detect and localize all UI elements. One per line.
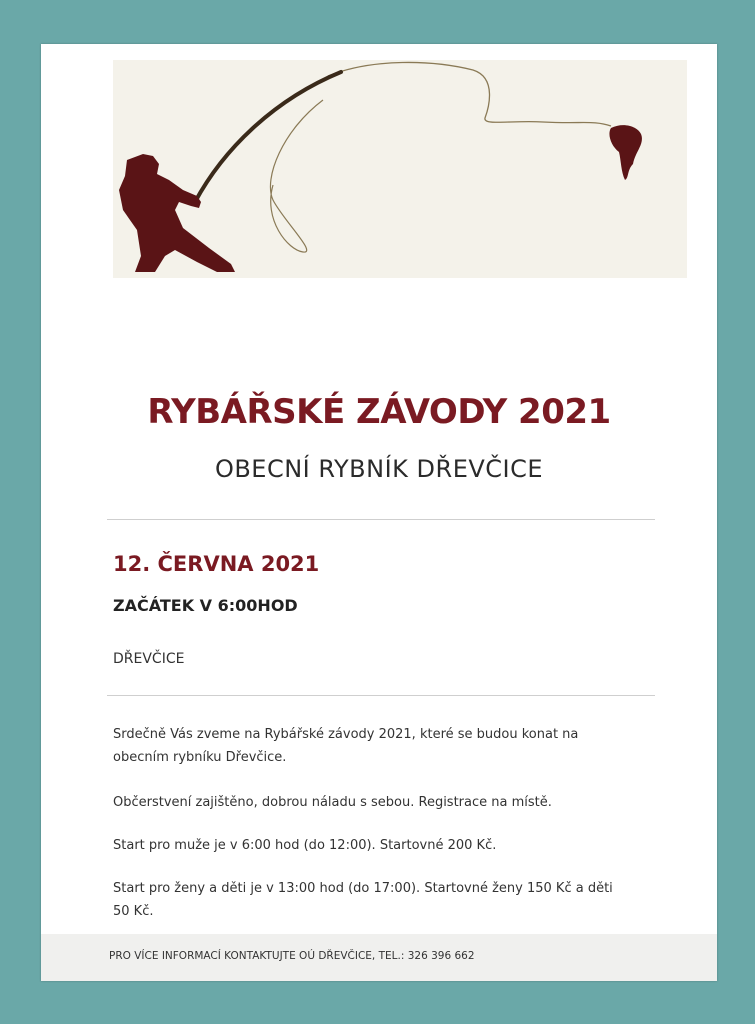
event-place: DŘEVČICE bbox=[113, 651, 185, 667]
contact-info: PRO VÍCE INFORMACÍ KONTAKTUJTE OÚ DŘEVČICE, TEL.: 326 396 662 bbox=[109, 950, 475, 962]
event-date: 12. ČERVNA 2021 bbox=[113, 552, 320, 576]
poster-sheet bbox=[41, 44, 717, 981]
description-paragraph-women-children-start: Start pro ženy a děti je v 13:00 hod (do 17:00). Startovné ženy 150 Kč a děti 50 Kč. bbox=[113, 881, 613, 919]
divider-top bbox=[107, 519, 655, 520]
description-paragraph-refreshments: Občerstvení zajištěno, dobrou náladu s sebou. Registrace na místě. bbox=[113, 795, 552, 810]
event-title: RYBÁŘSKÉ ZÁVODY 2021 bbox=[147, 392, 611, 432]
fisherman-illustration bbox=[113, 60, 687, 278]
event-start-time: ZAČÁTEK V 6:00HOD bbox=[113, 596, 298, 615]
description-paragraph-invite: Srdečně Vás zveme na Rybářské závody 2021, které se budou konat na obecním rybníku Dřevčice. bbox=[113, 727, 579, 765]
contact-footer bbox=[41, 934, 717, 981]
fisherman-silhouette-icon bbox=[113, 60, 687, 278]
description-paragraph-men-start: Start pro muže je v 6:00 hod (do 12:00). Startovné 200 Kč. bbox=[113, 838, 497, 853]
event-subtitle: OBECNÍ RYBNÍK DŘEVČICE bbox=[214, 455, 544, 483]
divider-bottom bbox=[107, 695, 655, 696]
